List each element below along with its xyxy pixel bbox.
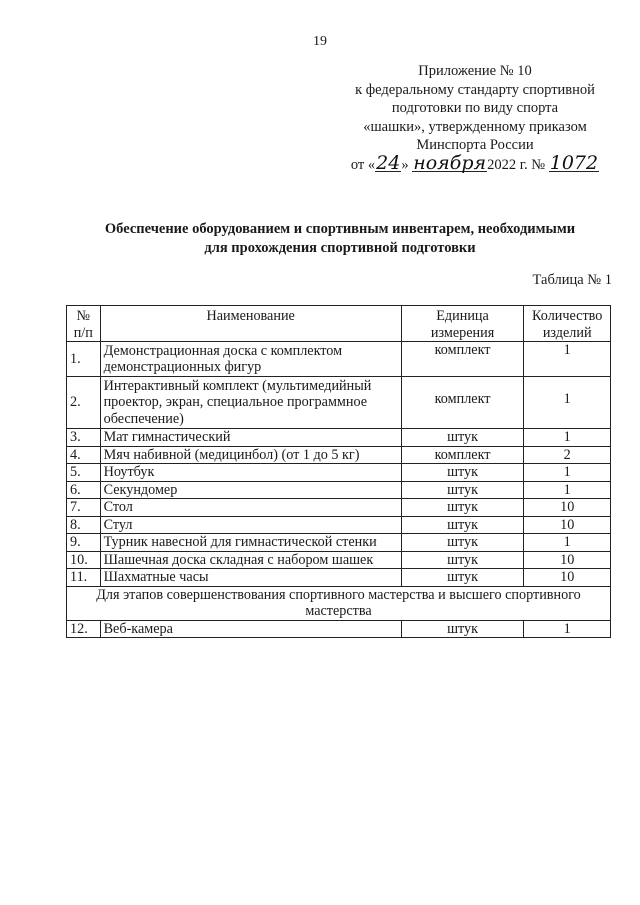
row-qty: 10 xyxy=(524,516,611,534)
row-num: 1. xyxy=(67,342,101,377)
equipment-table xyxy=(66,305,611,638)
order-date-line xyxy=(340,151,610,175)
row-num: 7. xyxy=(67,499,101,517)
row-qty: 1 xyxy=(524,377,611,429)
row-name: Мяч набивной (медицинбол) (от 1 до 5 кг) xyxy=(100,446,401,464)
row-unit: штук xyxy=(401,481,524,499)
row-qty: 1 xyxy=(524,620,611,638)
date-mid: » xyxy=(401,156,409,173)
row-name: Ноутбук xyxy=(100,464,401,482)
appendix-line: «шашки», утвержденному приказом xyxy=(363,118,587,135)
row-qty: 1 xyxy=(524,464,611,482)
row-unit: штук xyxy=(401,464,524,482)
row-unit: штук xyxy=(401,429,524,447)
row-unit: комплект xyxy=(401,377,524,429)
appendix-line: Минспорта России xyxy=(416,137,534,153)
section-row xyxy=(67,586,611,620)
row-name: Интерактивный комплект (мультимедийный проектор, экран, специальное программное обеспечение) xyxy=(100,377,401,429)
appendix-line: к федеральному стандарту спортивной xyxy=(355,81,595,98)
header-num: № п/п xyxy=(67,306,101,342)
header-qty: Количество изделий xyxy=(524,306,611,342)
row-unit: штук xyxy=(401,620,524,638)
row-unit: штук xyxy=(401,516,524,534)
handwritten-order-number: 1072 xyxy=(549,151,599,174)
row-qty: 1 xyxy=(524,481,611,499)
row-qty: 10 xyxy=(524,551,611,569)
row-num: 10. xyxy=(67,551,101,569)
document-heading xyxy=(60,220,620,258)
table-row xyxy=(67,446,611,464)
row-name: Турник навесной для гимнастической стенки xyxy=(100,534,401,552)
row-qty: 1 xyxy=(524,429,611,447)
row-name: Шашечная доска складная с набором шашек xyxy=(100,551,401,569)
table-row xyxy=(67,620,611,638)
row-name: Стул xyxy=(100,516,401,534)
heading-line: Обеспечение оборудованием и спортивным инвентарем, необходимыми xyxy=(104,221,576,237)
handwritten-month: ноября xyxy=(413,151,487,174)
handwritten-day: 24 xyxy=(376,151,401,174)
row-qty: 1 xyxy=(524,534,611,552)
row-name: Мат гимнастический xyxy=(100,429,401,447)
table-row xyxy=(67,534,611,552)
table-row xyxy=(67,377,611,429)
table-row xyxy=(67,464,611,482)
date-prefix: от « xyxy=(350,156,376,173)
header-unit: Единица измерения xyxy=(401,306,524,342)
row-num: 4. xyxy=(67,446,101,464)
row-qty: 10 xyxy=(524,499,611,517)
row-unit: штук xyxy=(401,569,524,587)
header-name: Наименование xyxy=(100,306,401,342)
row-unit: штук xyxy=(401,551,524,569)
row-num: 3. xyxy=(67,429,101,447)
section-title: Для этапов совершенствования спортивного мастерства и высшего спортивного мастерства xyxy=(67,586,611,620)
page-number: 19 xyxy=(313,34,327,49)
table-row xyxy=(67,551,611,569)
table-row xyxy=(67,499,611,517)
appendix-title: Приложение № 10 xyxy=(418,63,532,79)
date-year: 2022 г. № xyxy=(487,156,546,173)
row-name: Секундомер xyxy=(100,481,401,499)
row-num: 11. xyxy=(67,569,101,587)
row-unit: комплект xyxy=(401,342,524,377)
row-qty: 1 xyxy=(524,342,611,377)
row-num: 5. xyxy=(67,464,101,482)
heading-line: для прохождения спортивной подготовки xyxy=(204,240,476,256)
row-name: Шахматные часы xyxy=(100,569,401,587)
row-unit: комплект xyxy=(401,446,524,464)
row-unit: штук xyxy=(401,534,524,552)
row-name: Стол xyxy=(100,499,401,517)
appendix-block xyxy=(340,62,610,174)
row-num: 12. xyxy=(67,620,101,638)
table-row xyxy=(67,569,611,587)
row-num: 2. xyxy=(67,377,101,429)
table-row xyxy=(67,516,611,534)
table-row xyxy=(67,429,611,447)
row-num: 6. xyxy=(67,481,101,499)
table-row xyxy=(67,481,611,499)
row-name: Веб-камера xyxy=(100,620,401,638)
row-name: Демонстрационная доска с комплектом демонстрационных фигур xyxy=(100,342,401,377)
row-num: 8. xyxy=(67,516,101,534)
row-num: 9. xyxy=(67,534,101,552)
appendix-line: подготовки по виду спорта xyxy=(391,100,559,116)
row-unit: штук xyxy=(401,499,524,517)
row-qty: 2 xyxy=(524,446,611,464)
row-qty: 10 xyxy=(524,569,611,587)
table-row xyxy=(67,342,611,377)
table-caption: Таблица № 1 xyxy=(532,272,612,288)
